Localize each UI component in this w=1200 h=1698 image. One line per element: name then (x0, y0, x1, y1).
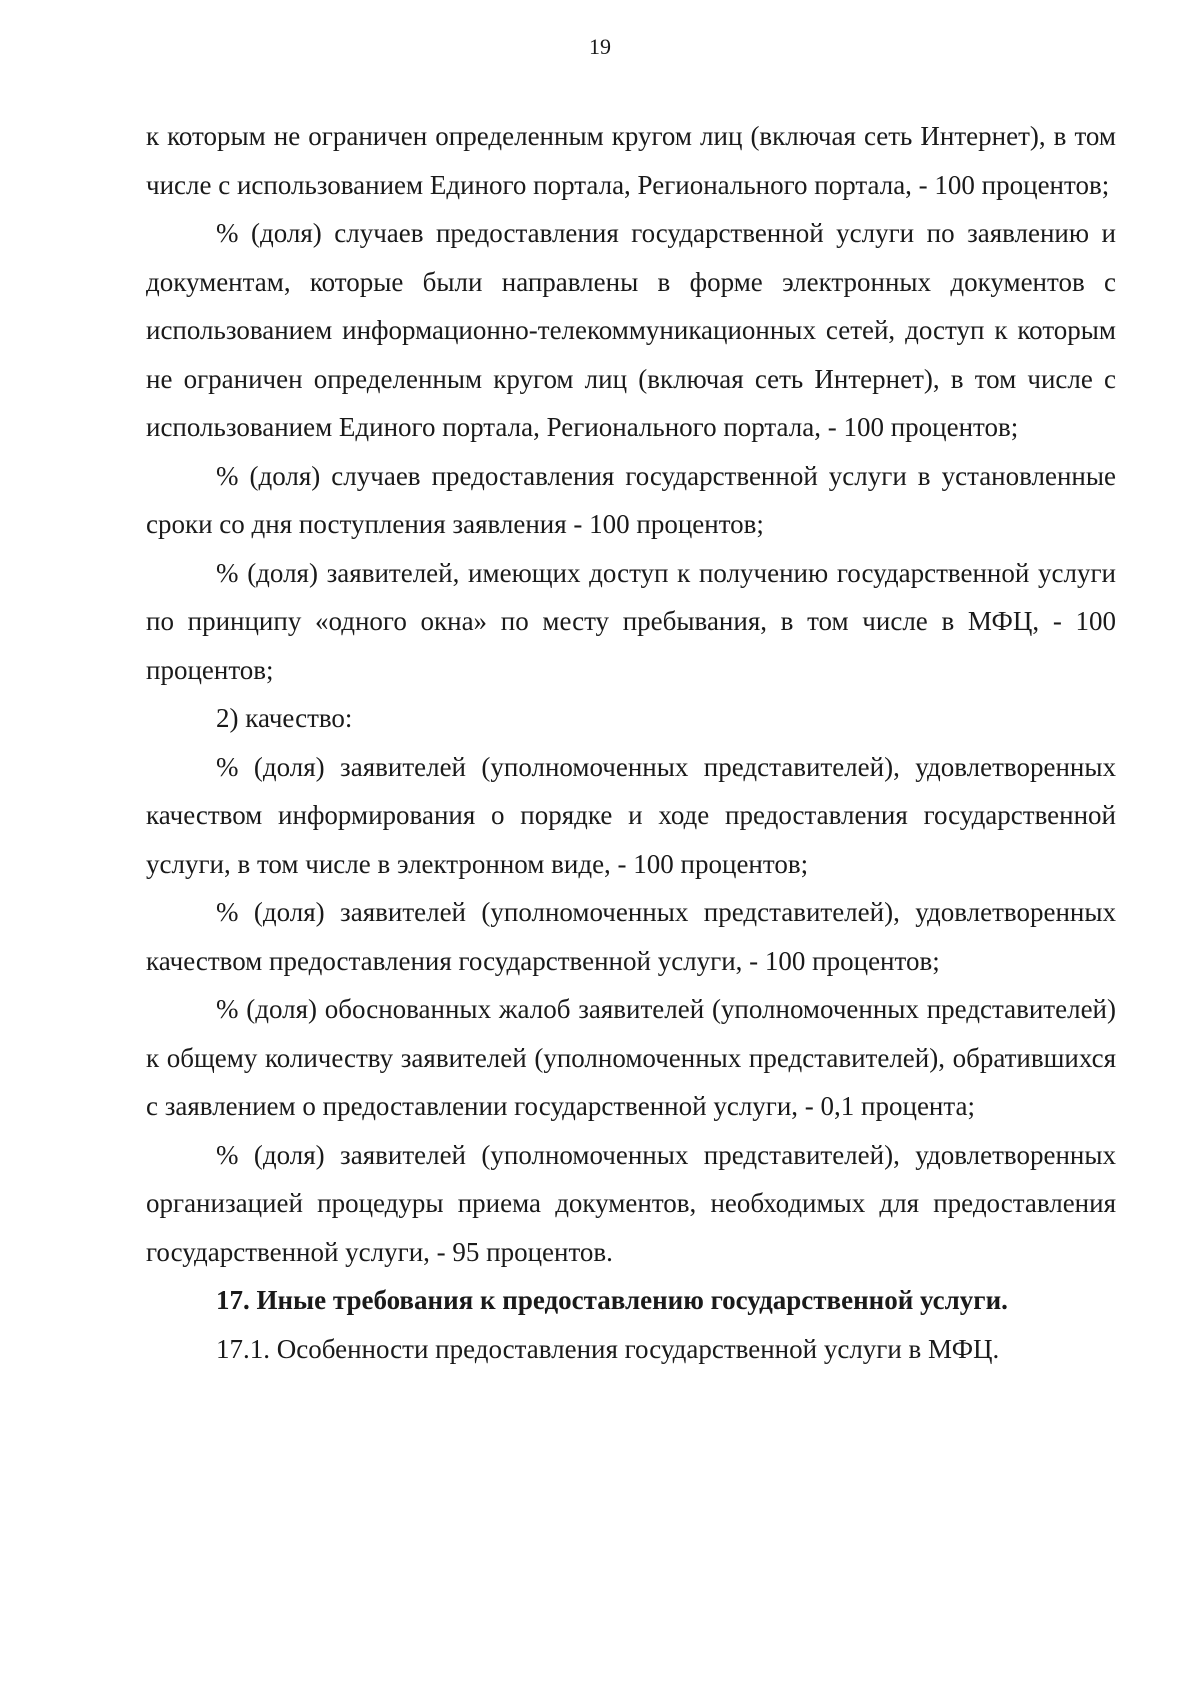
paragraph-electronic-documents-share: % (доля) случаев предоставления государственной услуги по заявлению и документам, которые были направлены в форме электронных документов с использованием информационно-телекоммуникационных сетей, доступ к которым не ограничен определенным кругом лиц (включая сеть Интернет), в том числе с использованием Единого портала, Регионального портала, - 100 процентов; (146, 218, 1116, 442)
paragraph-reception-satisfaction: % (доля) заявителей (уполномоченных представителей), удовлетворенных организацией процедуры приема документов, необходимых для предоставления государственной услуги, - 95 процентов. (146, 1139, 1116, 1267)
paragraph-continuation: к которым не ограничен определенным кругом лиц (включая сеть Интернет), в том числе с использованием Единого портала, Регионального портала, - 100 процентов; (146, 121, 1116, 200)
paragraph-quality-label: 2) качество: (216, 703, 353, 733)
paragraph-informing-satisfaction: % (доля) заявителей (уполномоченных представителей), удовлетворенных качеством информирования о порядке и ходе предоставления государственной услуги, в том числе в электронном виде, - 100 процентов; (146, 751, 1116, 879)
section-heading: 17. Иные требования к предоставлению государственной услуги. (216, 1285, 1008, 1315)
paragraph-one-window-access-share: % (доля) заявителей, имеющих доступ к получению государственной услуги по принципу «одного окна» по месту пребывания, в том числе в МФЦ, - 100 процентов; (146, 557, 1116, 685)
subsection-text: 17.1. Особенности предоставления государственной услуги в МФЦ. (216, 1333, 1000, 1364)
document-body (146, 112, 1116, 1373)
paragraph-timely-provision-share: % (доля) случаев предоставления государственной услуги в установленные сроки со дня поступления заявления - 100 процентов; (146, 460, 1116, 539)
page-number: 19 (589, 34, 611, 59)
paragraph-complaints-share: % (доля) обоснованных жалоб заявителей (уполномоченных представителей) к общему количеству заявителей (уполномоченных представителей), обратившихся с заявлением о предоставлении государственной услуги, - 0,1 процента; (146, 994, 1116, 1121)
paragraph-service-satisfaction: % (доля) заявителей (уполномоченных представителей), удовлетворенных качеством предоставления государственной услуги, - 100 процентов; (146, 897, 1116, 976)
